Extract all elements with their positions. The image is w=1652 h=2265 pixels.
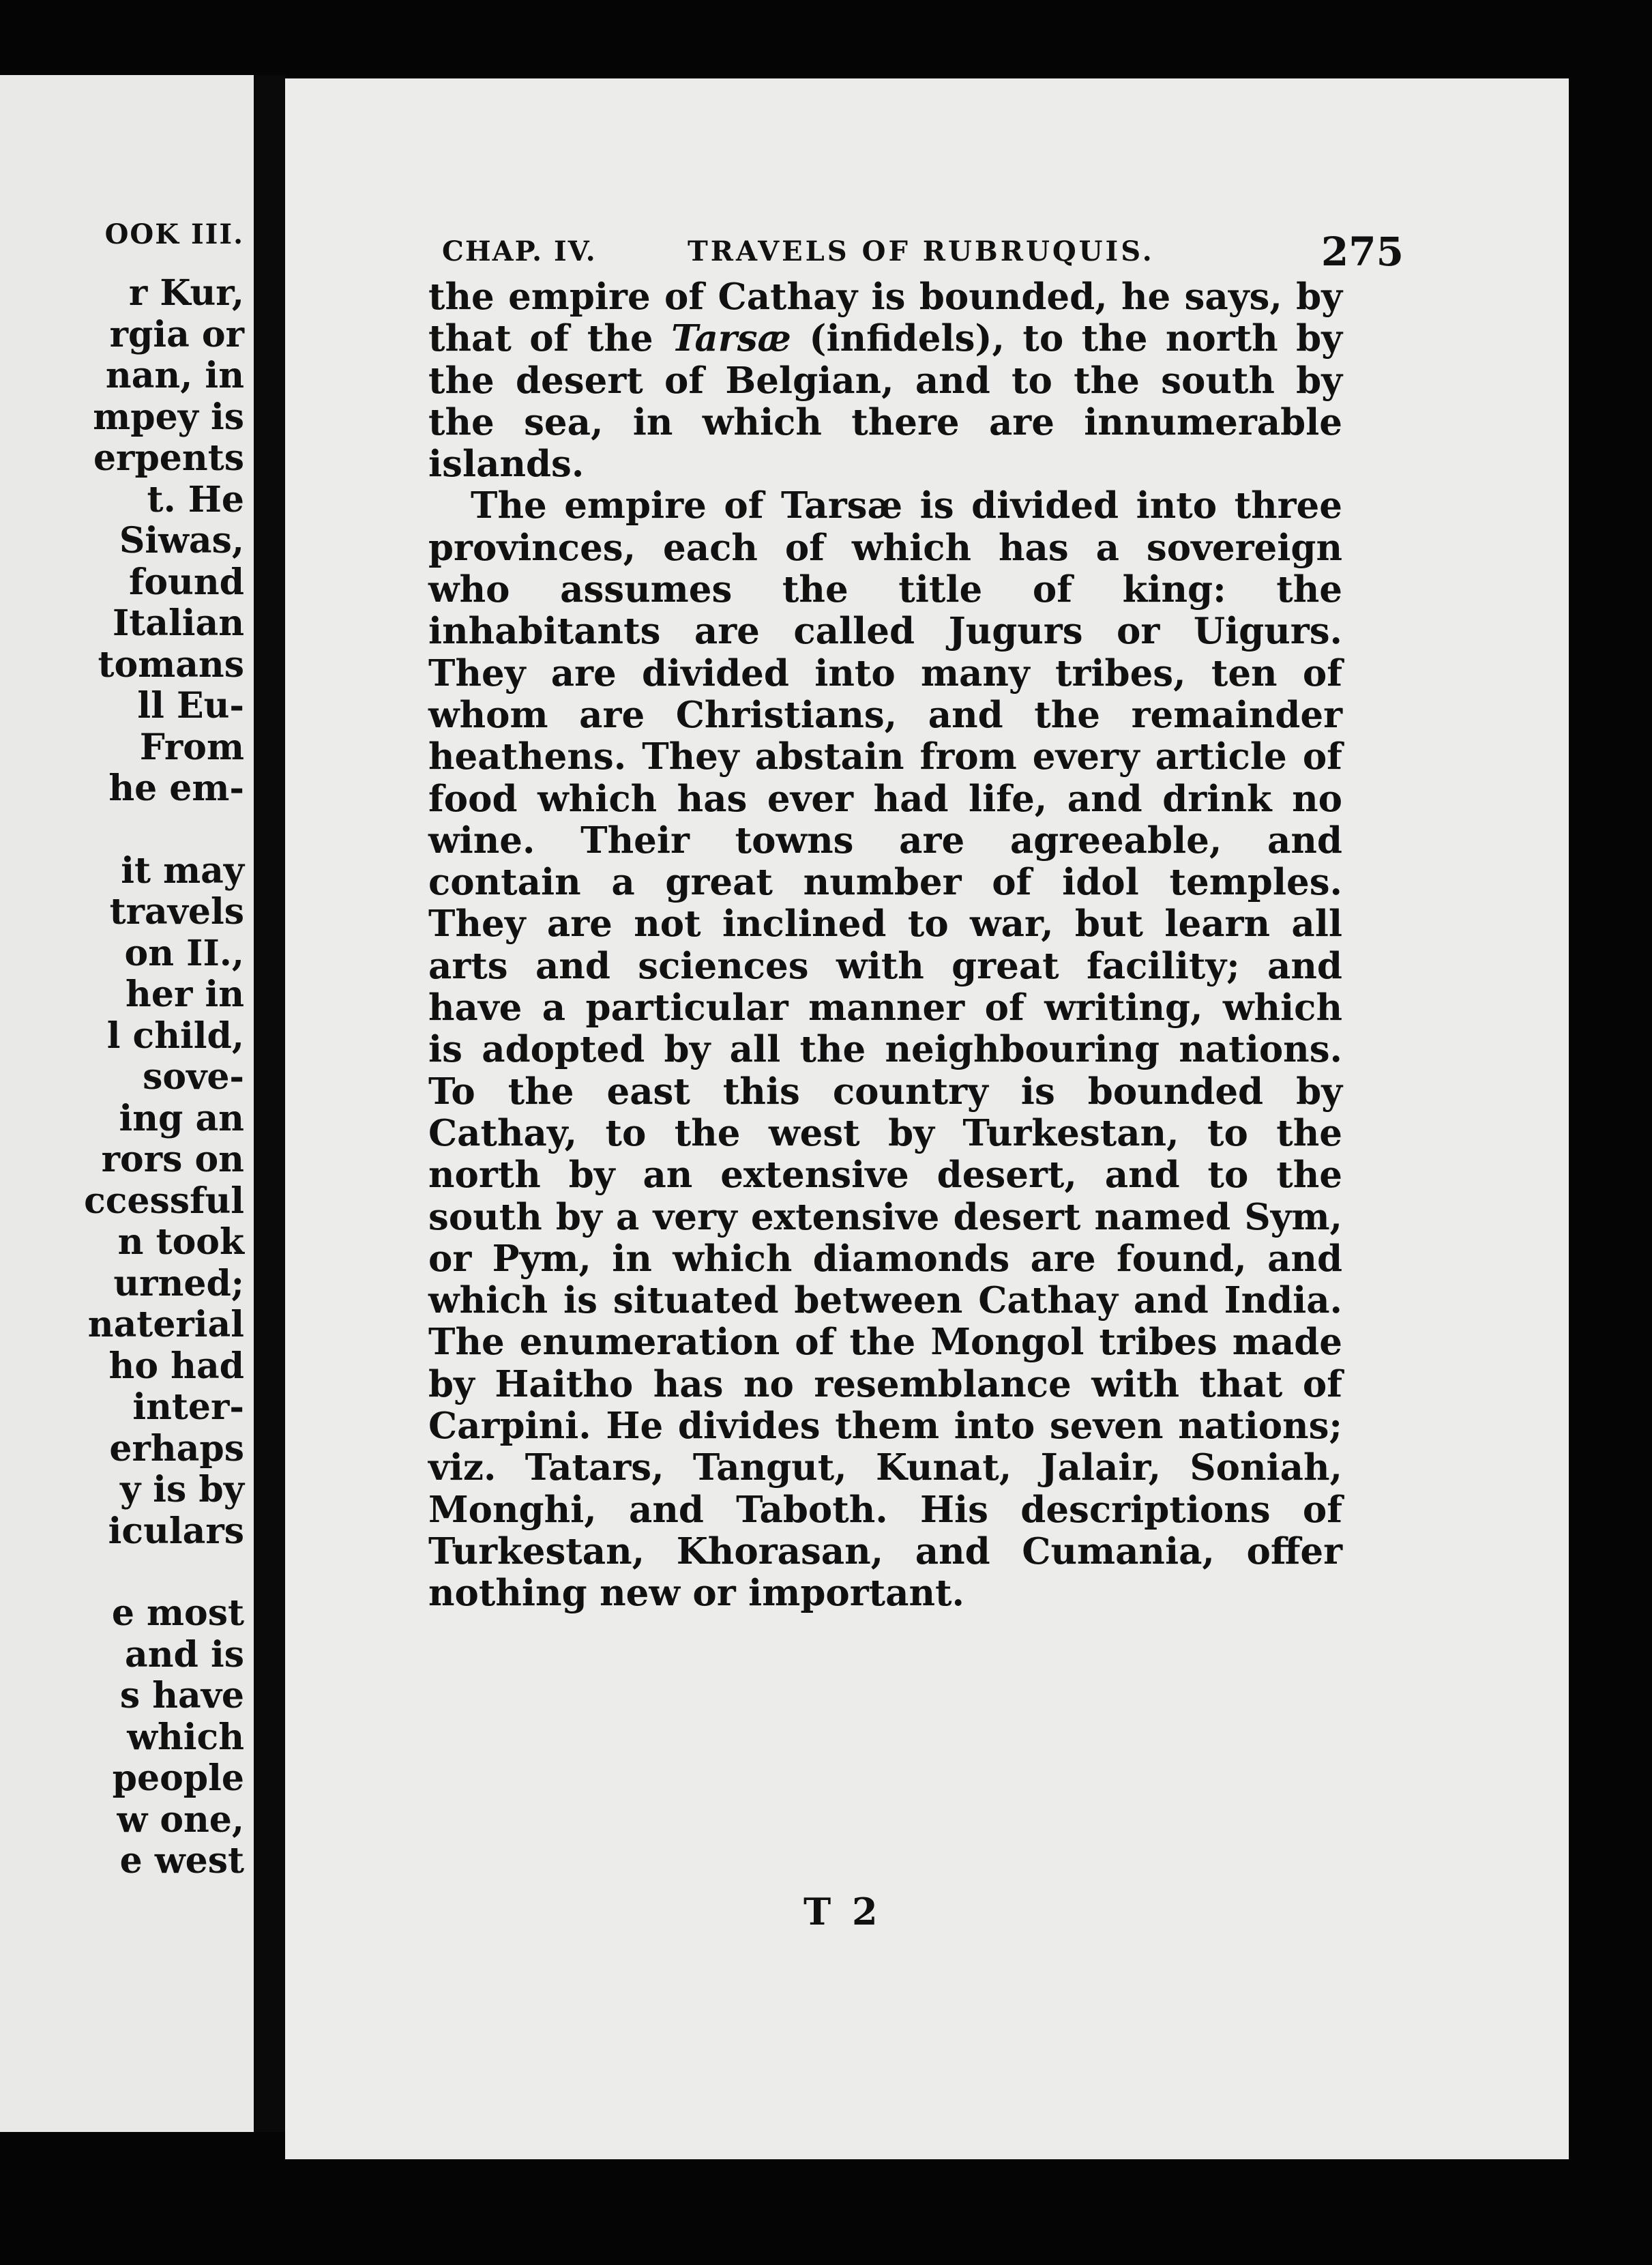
- previous-page-line: r Kur,: [128, 272, 244, 314]
- previous-page-line: iculars: [108, 1510, 244, 1552]
- paragraph-1-text-b: (infidels), to the north by the desert of Belgian, and to the south by the sea, in which there are innumerable islands.: [428, 317, 1342, 486]
- previous-page-line: her in: [126, 974, 244, 1015]
- paragraph-2: The empire of Tarsæ is divided into three provinces, each of which has a sovereign who assumes the title of king: the inhabitants are called Jugurs or Uigurs. They are divided into many tribes, ten of whom are Christians, and the remainder heathens. They abstain from every article of food which has ever had life, and drink no wine. Their towns are agreeable, and contain a great number of idol temples. They are not inclined to war, but learn all arts and sciences with great facility; and have a particular manner of writing, which is adopted by all the neighbouring nations. To the east this country is bounded by Cathay, to the west by Turkestan, to the north by an extensive desert, and to the south by a very extensive desert named Sym, or Pym, in which diamonds are found, and which is situated between Cathay and India. The enumeration of the Mongol tribes made by Haitho has no resemblance with that of Carpini. He divides them into seven nations; viz. Tatars, Tangut, Kunat, Jalair, Soniah, Monghi, and Taboth. His descriptions of Turkestan, Khorasan, and Cumania, offer nothing new or important.: [428, 484, 1342, 1615]
- previous-page-line: e most: [111, 1592, 244, 1634]
- previous-page-line: naterial: [87, 1304, 244, 1345]
- paragraph-1-text-a: the empire of Cathay is bounded, he says, by that of the: [428, 276, 1342, 360]
- previous-page-line: urned;: [113, 1262, 244, 1304]
- previous-page-line: inter-: [132, 1386, 244, 1428]
- previous-page-line: w one,: [117, 1798, 244, 1841]
- previous-page-line: y is by: [119, 1469, 244, 1510]
- previous-page-line: nan, in: [105, 355, 244, 396]
- previous-page-line: on II.,: [124, 932, 244, 974]
- previous-page-line: rors on: [101, 1139, 244, 1180]
- body-text: [428, 276, 1342, 1615]
- previous-page-line: t. He: [147, 478, 244, 521]
- previous-page-line: Italian: [112, 602, 244, 644]
- previous-page-line: found: [128, 561, 244, 603]
- previous-page-line: l child,: [106, 1014, 244, 1057]
- previous-page-fragment: [0, 75, 254, 2132]
- previous-page-line: ccessful: [84, 1180, 244, 1222]
- previous-page-line: which: [127, 1716, 244, 1758]
- printer-signature-mark: T 2: [803, 1890, 882, 1933]
- previous-page-line: ll Eu-: [137, 685, 244, 727]
- previous-page-line-ends: [0, 273, 244, 1882]
- line-gap: [0, 810, 244, 851]
- chapter-label: CHAP. IV.: [442, 235, 597, 267]
- previous-page-line: ho had: [108, 1345, 244, 1387]
- previous-page-running-head: OOK III.: [104, 218, 244, 250]
- previous-page-line: sove-: [143, 1056, 244, 1098]
- previous-page-line: tomans: [98, 643, 244, 686]
- previous-page-line: ing an: [119, 1097, 244, 1139]
- previous-page-line: it may: [121, 849, 244, 892]
- line-gap: [0, 1552, 244, 1593]
- previous-page-line: erpents: [93, 437, 244, 479]
- previous-page-line: people: [112, 1757, 244, 1799]
- previous-page-line: travels: [109, 891, 244, 933]
- previous-page-line: Siwas,: [119, 520, 244, 561]
- running-title: TRAVELS OF RUBRUQUIS.: [688, 235, 1155, 267]
- previous-page-line: n took: [117, 1221, 244, 1263]
- previous-page-line: e west: [119, 1840, 244, 1882]
- previous-page-line: erhaps: [109, 1427, 244, 1470]
- previous-page-line: and is: [125, 1633, 244, 1676]
- page-number: 275: [1321, 229, 1404, 275]
- previous-page-line: he em-: [108, 768, 244, 809]
- previous-page-line: rgia or: [109, 313, 244, 355]
- previous-page-line: s have: [119, 1675, 244, 1716]
- previous-page-line: From: [139, 726, 244, 768]
- book-binding-gutter: [254, 75, 285, 2132]
- paragraph-1: [428, 276, 1342, 485]
- running-head: [442, 229, 1569, 276]
- paragraph-1-italic-term: Tarsæ: [671, 317, 791, 360]
- previous-page-line: mpey is: [93, 396, 244, 438]
- current-page: [285, 78, 1569, 2159]
